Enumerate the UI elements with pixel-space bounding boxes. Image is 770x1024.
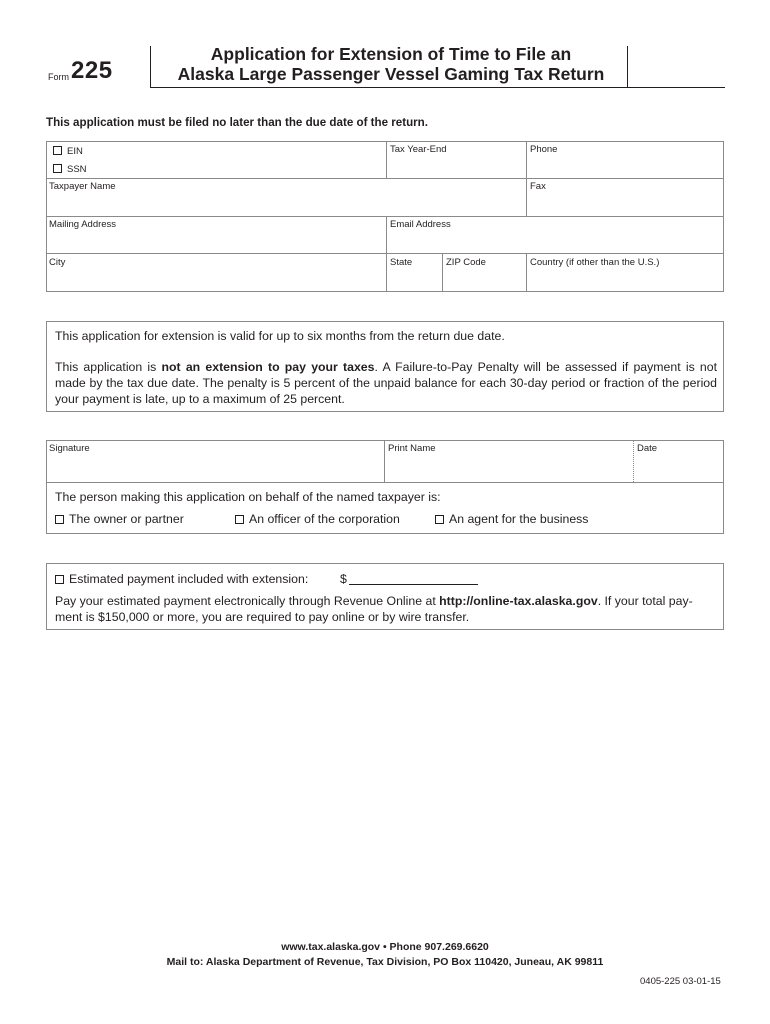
col-divider [526, 141, 527, 217]
form-label: Form [48, 72, 69, 82]
fax-field[interactable]: Fax [530, 181, 546, 192]
header-rule [150, 87, 725, 88]
owner-partner-option[interactable] [55, 512, 184, 526]
dollar-sign: $ [340, 572, 347, 586]
revenue-online-link[interactable]: http://online-tax.alaska.gov [439, 594, 598, 608]
phone-field[interactable]: Phone [530, 144, 558, 155]
state-field[interactable]: State [390, 257, 413, 268]
email-address-field[interactable]: Email Address [390, 219, 451, 230]
agent-option[interactable] [435, 512, 588, 526]
title-line-1: Application for Extension of Time to File an [210, 44, 572, 64]
col-divider [442, 253, 443, 292]
title-line-2: Alaska Large Passenger Vessel Gaming Tax Return [177, 64, 605, 84]
header-divider-right [627, 46, 628, 88]
col-divider [526, 253, 527, 292]
agent-label: An agent for the business [449, 512, 589, 526]
officer-option[interactable] [235, 512, 400, 526]
pay-prefix: Pay your estimated payment electronically through Revenue Online at [55, 594, 440, 608]
behalf-statement: The person making this application on behalf of the named taxpayer is: [55, 490, 441, 504]
city-field[interactable]: City [49, 257, 66, 268]
row-divider [46, 253, 724, 254]
agent-checkbox[interactable] [435, 515, 444, 524]
ssn-checkbox[interactable] [53, 164, 62, 173]
notice-validity: This application for extension is valid for up to six months from the return due date. [55, 329, 505, 343]
country-field[interactable]: Country (if other than the U.S.) [530, 257, 660, 268]
notice-penalty-suffix: . A Failure-to-Pay Penalty will be assessed if payment is not made by the tax due date. The penalty is 5 percent of the unpaid balance for each 30-day period or fraction of the period your payment is late, up to a maximum of 25 percent. [55, 360, 718, 406]
ssn-option[interactable] [53, 164, 87, 175]
zip-code-field[interactable]: ZIP Code [446, 257, 486, 268]
col-divider [633, 440, 634, 482]
row-divider [46, 216, 724, 217]
pay-mid: . If your total pay- [597, 594, 693, 608]
officer-label: An officer of the corporation [249, 512, 400, 526]
owner-partner-label: The owner or partner [69, 512, 184, 526]
officer-checkbox[interactable] [235, 515, 244, 524]
online-payment-line-1 [55, 593, 693, 609]
ein-label: EIN [67, 146, 83, 157]
ssn-label: SSN [67, 164, 87, 175]
header-divider-left [150, 46, 151, 88]
ein-option[interactable] [53, 146, 83, 157]
col-divider [384, 440, 385, 482]
row-divider [46, 482, 724, 483]
footer-contact: www.tax.alaska.gov • Phone 907.269.6620 [281, 941, 489, 953]
signature-field[interactable]: Signature [49, 443, 90, 454]
row-divider [46, 178, 724, 179]
print-name-field[interactable]: Print Name [388, 443, 436, 454]
footer-mailing-address: Mail to: Alaska Department of Revenue, Tax Division, PO Box 110420, Juneau, AK 99811 [166, 956, 604, 968]
notice-penalty-prefix: This application is [55, 360, 162, 374]
col-divider [386, 216, 387, 292]
date-field[interactable]: Date [637, 443, 658, 454]
tax-year-end-field[interactable]: Tax Year-End [390, 144, 447, 155]
notice-penalty-bold: not an extension to pay your taxes [161, 360, 375, 374]
ein-checkbox[interactable] [53, 146, 62, 155]
form-number: 225 [71, 57, 113, 84]
page-title [156, 44, 626, 84]
estimated-payment-option[interactable] [55, 572, 308, 586]
mailing-address-field[interactable]: Mailing Address [49, 219, 117, 230]
estimated-payment-label: Estimated payment included with extension: [69, 572, 309, 586]
online-payment-line-2: ment is $150,000 or more, you are required to pay online or by wire transfer. [55, 610, 470, 624]
estimated-payment-checkbox[interactable] [55, 575, 64, 584]
form-code: 0405-225 03-01-15 [640, 976, 721, 987]
notice-penalty [55, 359, 717, 407]
filing-instruction: This application must be filed no later than the due date of the return. [46, 116, 428, 129]
taxpayer-name-field[interactable]: Taxpayer Name [49, 181, 116, 192]
owner-partner-checkbox[interactable] [55, 515, 64, 524]
payment-amount-input[interactable] [349, 584, 478, 585]
col-divider [386, 141, 387, 179]
